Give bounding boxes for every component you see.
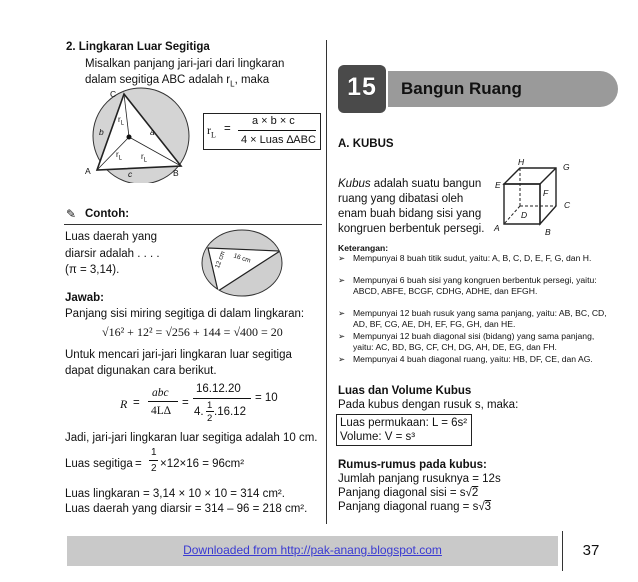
section-text: Misalkan panjang jari-jari dari lingkaran [85,58,285,70]
cube-figure [496,160,566,230]
half-den: 2 [151,463,157,474]
formula-text: Panjang diagonal ruang = s√3 [338,501,492,513]
fraction-bar [148,401,178,402]
formula-result: = 10 [255,392,278,404]
vertex-label: A [85,166,91,176]
vertex-label: B [545,227,551,237]
vertex-label: F [543,188,549,198]
section-heading: A. KUBUS [338,138,394,150]
problem-text: Luas daerah yang [65,231,158,243]
problem-text: (π = 3,14). [65,264,120,276]
vertex-label: C [110,89,117,99]
formula-text: Luas permukaan: L = 6s² [340,417,468,429]
formula-text: Jumlah panjang rusuknya = 12s [338,473,501,485]
answer-text: Luas segitiga [65,458,133,470]
page-number: 37 [582,542,600,559]
section-text: dalam segitiga ABC adalah $r_L$, maka [85,74,270,89]
formula-text: Volume: V = s³ [340,431,416,443]
example-icon: ✎ [66,207,77,221]
radius-label: $r_L$ [118,115,125,127]
section-title: 2. Lingkaran Luar Segitiga [66,41,210,53]
vertex-label: B [173,168,179,178]
definition-text: Kubus adalah suatu bangun [338,178,482,190]
radius-label: $r_L$ [116,150,123,162]
formula-lhs: $r_L$ [207,123,216,140]
vertex-label: C [564,200,571,210]
footer-bar [67,536,558,566]
formula-denominator: 4 × Luas ∆ABC [241,134,316,146]
side-label: b [99,127,104,137]
formula-numerator: a × b × c [252,115,295,127]
chapter-number-badge [338,65,386,113]
vertex-label: E [495,180,501,190]
answer-text: Panjang sisi miring segitiga di dalam lingkaran: [65,308,305,320]
formula-eq: = [135,458,142,470]
side-label: c [128,169,133,179]
chapter-title: Bangun Ruang [401,79,522,98]
formula-eq: = [133,397,140,409]
formula-eq: = [224,123,231,135]
answer-text: Luas daerah yang diarsir = 314 – 96 = 218 cm². [65,503,308,515]
subsection-title: Rumus-rumus pada kubus: [338,459,487,471]
fraction-numerator: 16.12.20 [196,383,241,395]
half-num: 1 [151,447,157,458]
fraction-denominator: 4L∆ [151,405,171,417]
divider [64,224,322,225]
footer-divider [562,531,563,571]
answer-text: Luas lingkaran = 3,14 × 10 × 10 = 314 cm². [65,488,285,500]
vertex-label: A [494,223,500,233]
definition-text: ruang yang dibatasi oleh [338,193,464,205]
vertex-label: H [518,157,525,167]
radius-label: $r_L$ [141,152,148,164]
fraction-denominator: .16.12 [214,406,246,418]
half-num: 1 [207,400,213,411]
fraction-numerator: abc [152,387,169,399]
answer-text: Untuk mencari jari-jari lingkaran luar segitiga [65,349,292,361]
chapter-title-bar [388,71,618,107]
formula-R: R [120,397,128,411]
fraction-denominator: 4. [194,406,204,418]
formula-eq: = [182,397,189,409]
example-label: Contoh: [85,208,130,220]
dimension-label: 12 cm [214,250,227,270]
side-label: a [150,127,155,137]
footer-link[interactable]: Downloaded from http://pak-anang.blogspot.com [183,543,442,557]
half-den: 2 [207,413,213,424]
definition-text: enam buah bidang sisi yang [338,208,482,220]
fraction-bar [238,130,316,131]
column-divider [326,40,327,524]
chapter-number: 15 [347,73,377,101]
definition-text: kongruen berbentuk persegi. [338,223,485,235]
fraction-bar [193,398,251,399]
formula-text: Panjang diagonal sisi = s√2 [338,487,479,499]
answer-label: Jawab: [65,292,104,304]
subsection-text: Pada kubus dengan rusuk s, maka: [338,399,519,411]
vertex-label: D [521,210,528,220]
answer-text: ×12×16 = 96cm² [160,458,245,470]
keterangan-label: Keterangan: [338,243,389,253]
problem-text: diarsir adalah . . . . [65,248,160,260]
fraction-bar [149,460,158,461]
answer-text: Jadi, jari-jari lingkaran luar segitiga adalah 10 cm. [65,432,318,444]
answer-text: dapat digunakan cara berikut. [65,365,217,377]
dimension-label: 16 cm [232,252,252,265]
vertex-label: G [563,162,570,172]
subsection-title: Luas dan Volume Kubus [338,385,472,397]
sqrt-expression: √16² + 12² = √256 + 144 = √400 = 20 [102,325,283,339]
